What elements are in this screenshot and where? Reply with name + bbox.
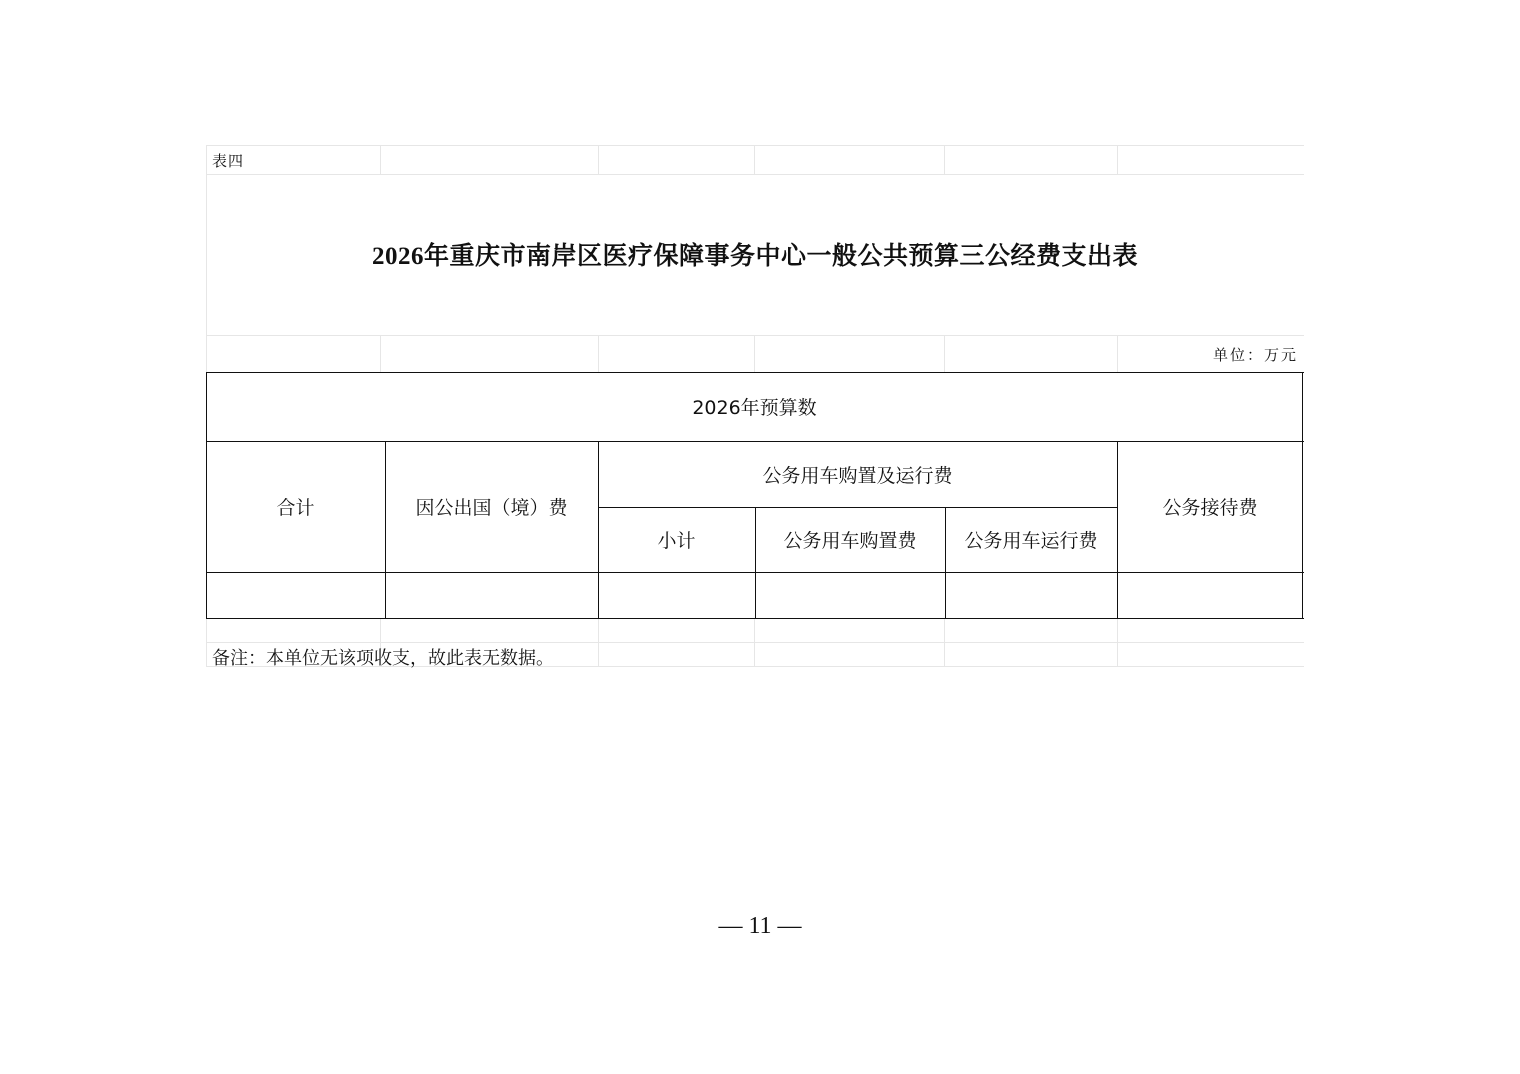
- grid-line: [598, 145, 599, 175]
- header-budget-year: 2026年预算数: [692, 397, 817, 419]
- grid-line: [754, 619, 755, 667]
- cell-vehicle-purchase: [755, 572, 945, 618]
- grid-line: [944, 335, 945, 372]
- grid-line: [206, 174, 1304, 175]
- table-border: [206, 618, 1304, 619]
- cell-vehicle-operation: [945, 572, 1117, 618]
- cell-abroad: [385, 572, 598, 618]
- grid-line: [598, 619, 599, 667]
- grid-line: [598, 335, 599, 372]
- grid-line: [944, 619, 945, 667]
- grid-line: [754, 145, 755, 175]
- grid-line: [754, 335, 755, 372]
- header-vehicle-purchase: 公务用车购置费: [783, 530, 917, 552]
- header-vehicle-group: 公务用车购置及运行费: [762, 464, 953, 487]
- grid-line: [1117, 145, 1118, 175]
- cell-subtotal: [598, 572, 755, 618]
- header-subtotal: 小计: [657, 530, 696, 552]
- grid-line: [380, 145, 381, 175]
- grid-line: [944, 145, 945, 175]
- grid-line: [206, 145, 1304, 146]
- remark-note: 备注：本单位无该项收支，故此表无数据。: [212, 648, 554, 669]
- header-vehicle-operation: 公务用车运行费: [964, 530, 1098, 552]
- cell-reception: [1117, 572, 1303, 618]
- grid-line: [206, 335, 1304, 336]
- grid-line: [206, 642, 1304, 643]
- grid-line: [1117, 335, 1118, 372]
- cell-total: [206, 572, 385, 618]
- grid-line: [380, 335, 381, 372]
- header-reception: 公务接待费: [1162, 497, 1258, 519]
- header-total: 合计: [276, 497, 315, 519]
- table-label: 表四: [212, 152, 245, 170]
- unit-label: 单位：万元: [1212, 346, 1298, 364]
- page-title: 2026年重庆市南岸区医疗保障事务中心一般公共预算三公经费支出表: [371, 243, 1138, 270]
- grid-line: [1117, 619, 1118, 667]
- header-abroad: 因公出国（境）费: [415, 497, 568, 519]
- page-number: — 11 —: [718, 913, 802, 939]
